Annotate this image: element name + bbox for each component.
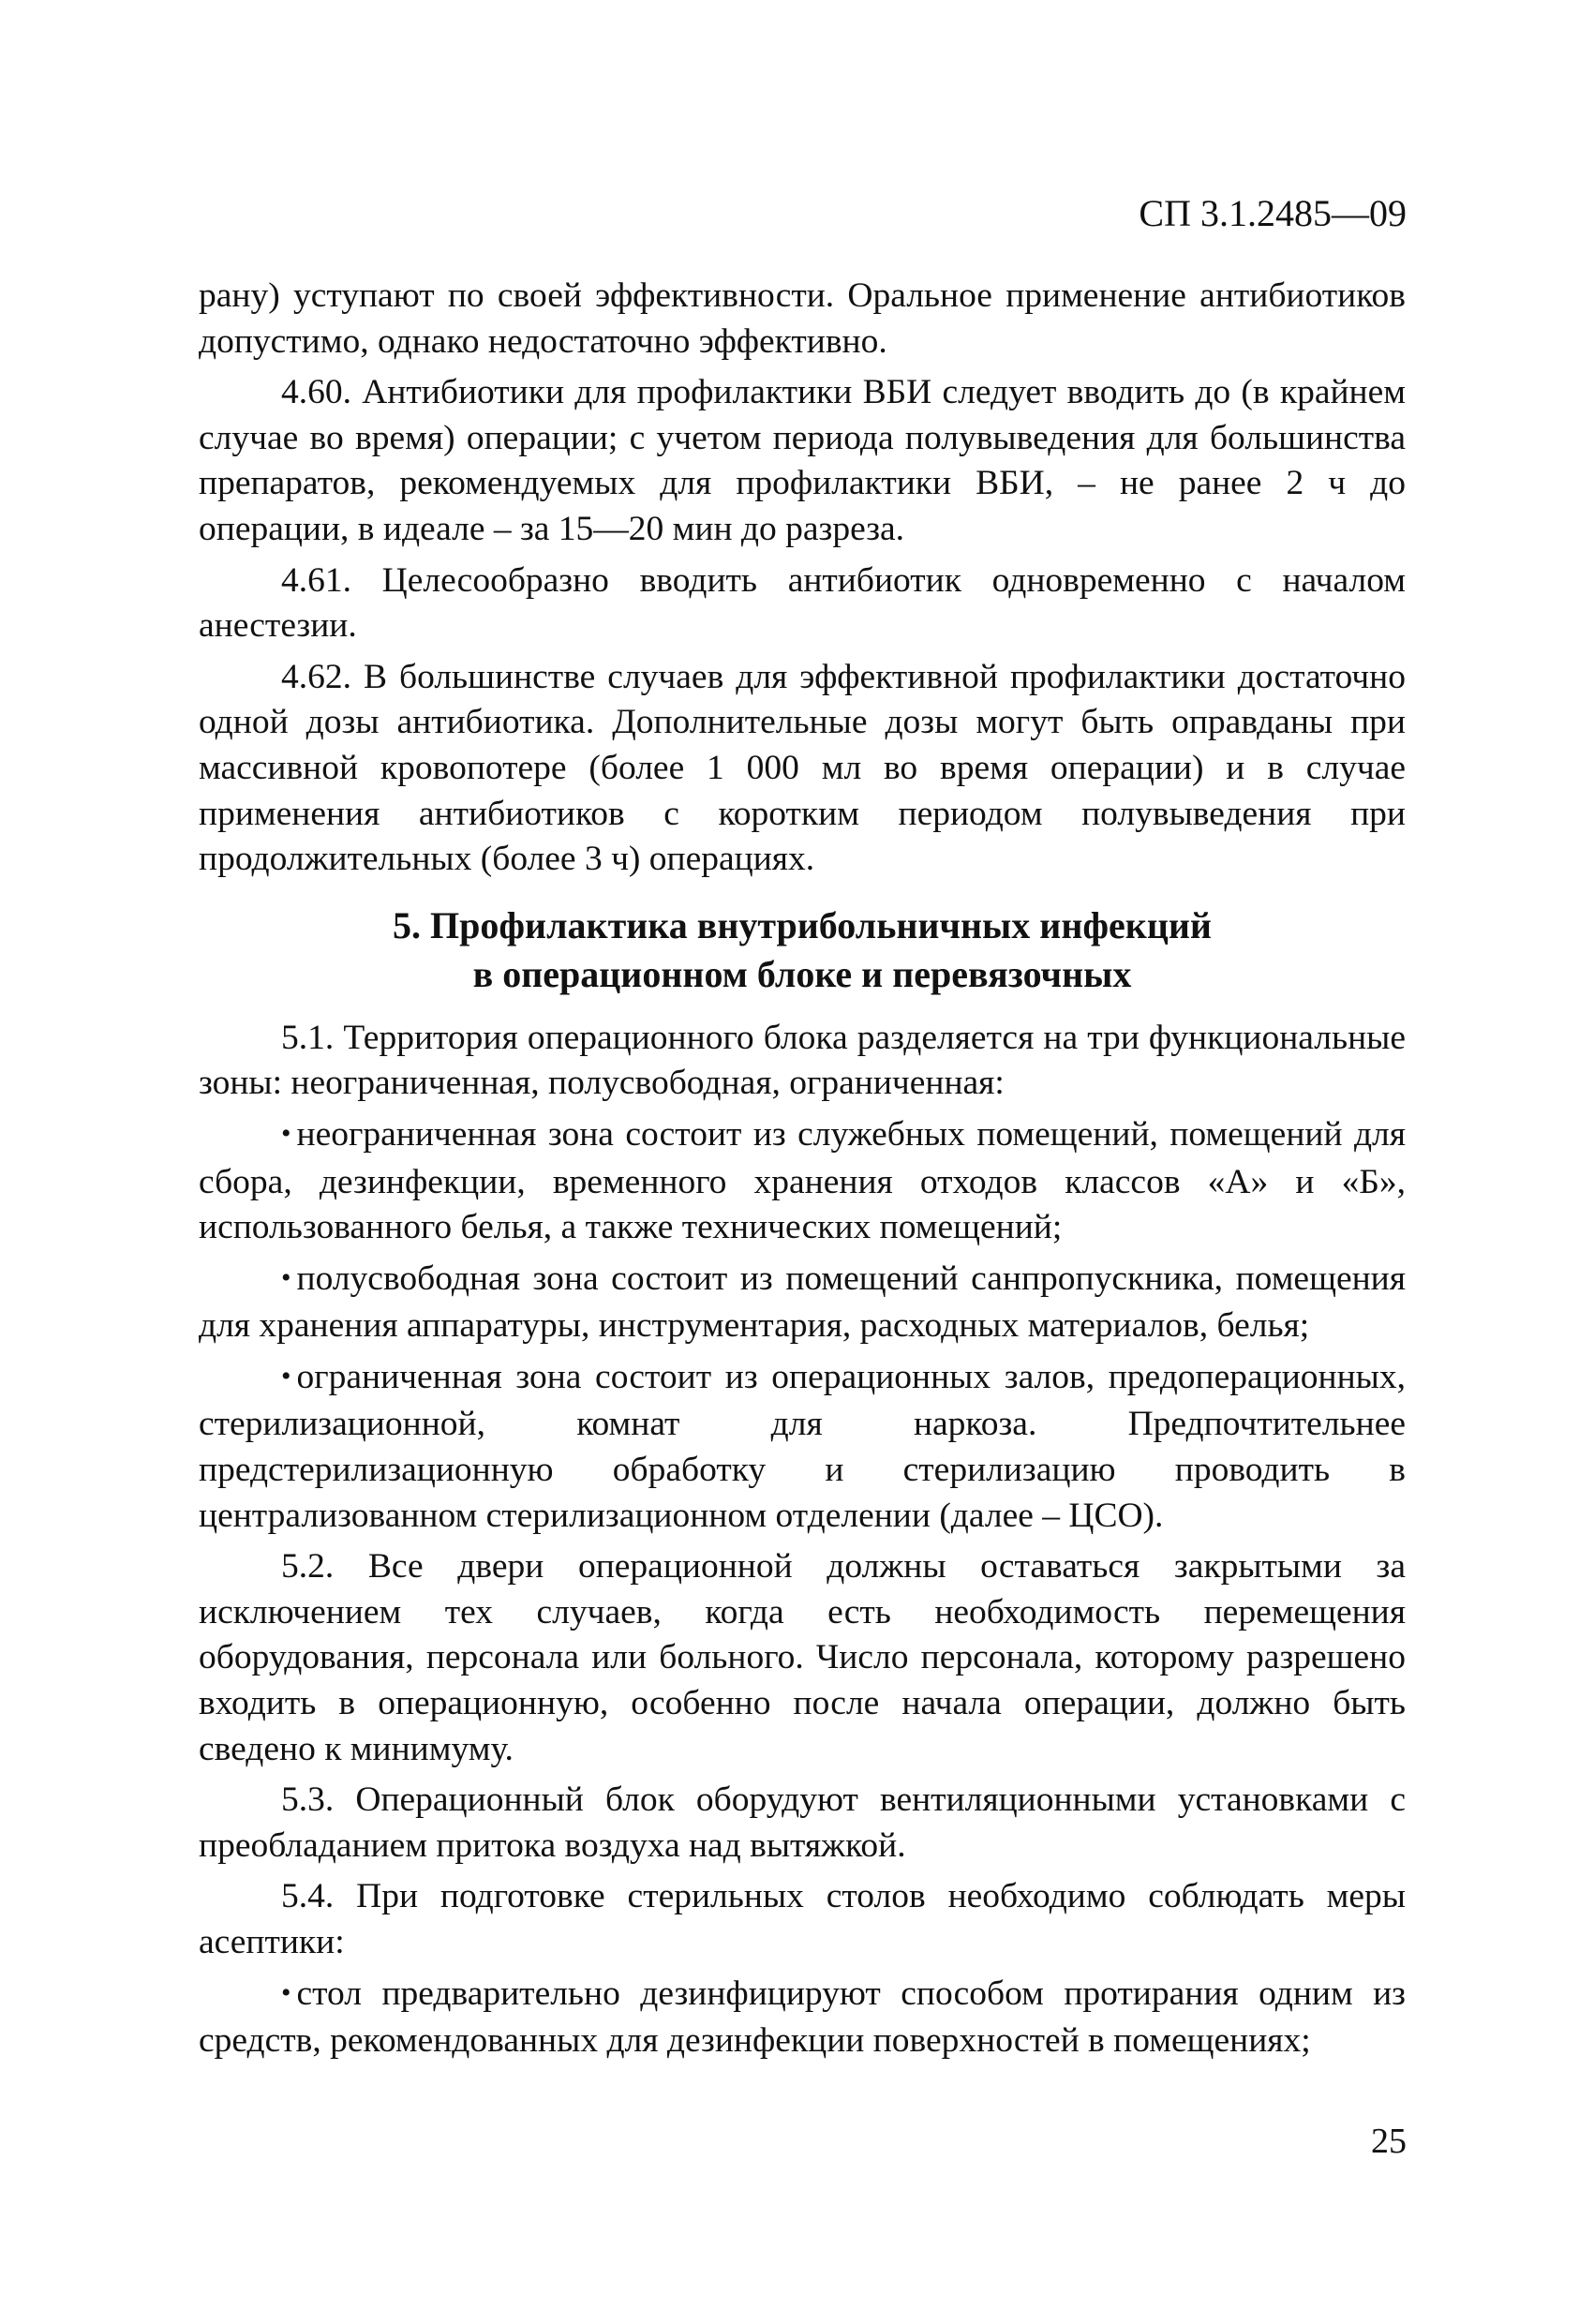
paragraph-4-61: 4.61. Целесообразно вводить антибиотик одновременно с началом анестезии.	[199, 560, 1406, 646]
bullet-icon: •	[281, 1360, 291, 1392]
bullet-item-semi-restricted-zone	[199, 1257, 1406, 1349]
bullet-item-unrestricted-zone	[199, 1112, 1406, 1251]
document-id-header: СП 3.1.2485—09	[1139, 192, 1407, 234]
section-title-line-1: 5. Профилактика внутрибольничных инфекций	[393, 903, 1212, 946]
page-body	[199, 274, 1406, 2070]
page-number: 25	[1371, 2122, 1407, 2161]
paragraph-4-60: 4.60. Антибиотики для профилактики ВБИ следует вводить до (в крайнем случае во время) операции; с учетом периода полувыведения для большинства препаратов, рекомендуемых для профилактики ВБИ, – не ранее 2 ч до операции, в идеале – за 15—20 мин до разреза.	[199, 373, 1406, 548]
paragraph-4-62: 4.62. В большинстве случаев для эффективной профилактики достаточно одной дозы антибиотика. Дополнительные дозы могут быть оправданы при массивной кровопотере (более 1 000 мл во время операции) и в случае применения антибиотиков с коротким периодом полувыведения при продолжительных (более 3 ч) операциях.	[199, 657, 1406, 879]
bullet-text: стол предварительно дезинфицируют способом протирания одним из средств, рекомендованных для дезинфекции поверхностей в помещениях;	[199, 1974, 1406, 2061]
bullet-icon: •	[281, 1117, 291, 1149]
bullet-text: полусвободная зона состоит из помещений санпропускника, помещения для хранения аппаратуры, инструментария, расходных материалов, белья;	[199, 1259, 1406, 1346]
section-5-heading	[199, 901, 1406, 999]
bullet-text: ограниченная зона состоит из операционных залов, предоперационных, стерилизационной, комнат для наркоза. Предпочтительнее предстерилизационную обработку и стерилизацию проводить в централизованном стерилизационном отделении (далее – ЦСО).	[199, 1357, 1406, 1535]
bullet-item-restricted-zone	[199, 1355, 1406, 1539]
paragraph-5-1: 5.1. Территория операционного блока разделяется на три функциональные зоны: неограниченная, полусвободная, ограниченная:	[199, 1018, 1406, 1103]
bullet-text: неограниченная зона состоит из служебных помещений, помещений для сбора, дезинфекции, временного хранения отходов классов «А» и «Б», использованного белья, а также технических помещений;	[199, 1114, 1406, 1247]
paragraph-5-3: 5.3. Операционный блок оборудуют вентиляционными установками с преобладанием притока воздуха над вытяжкой.	[199, 1780, 1406, 1865]
paragraph-5-4: 5.4. При подготовке стерильных столов необходимо соблюдать меры асептики:	[199, 1877, 1406, 1961]
bullet-icon: •	[281, 1261, 291, 1293]
paragraph-5-2: 5.2. Все двери операционной должны оставаться закрытыми за исключением тех случаев, когда есть необходимость перемещения оборудования, персонала или больного. Число персонала, которому разрешено входить в операционную, особенно после начала операции, должно быть сведено к минимуму.	[199, 1547, 1406, 1768]
paragraph-continuation: рану) уступают по своей эффективности. Оральное применение антибиотиков допустимо, однако недостаточно эффективно.	[199, 276, 1406, 361]
bullet-icon: •	[281, 1976, 291, 2008]
section-title-line-2: в операционном блоке и перевязочных	[472, 952, 1132, 995]
bullet-item-table-disinfection	[199, 1972, 1406, 2064]
